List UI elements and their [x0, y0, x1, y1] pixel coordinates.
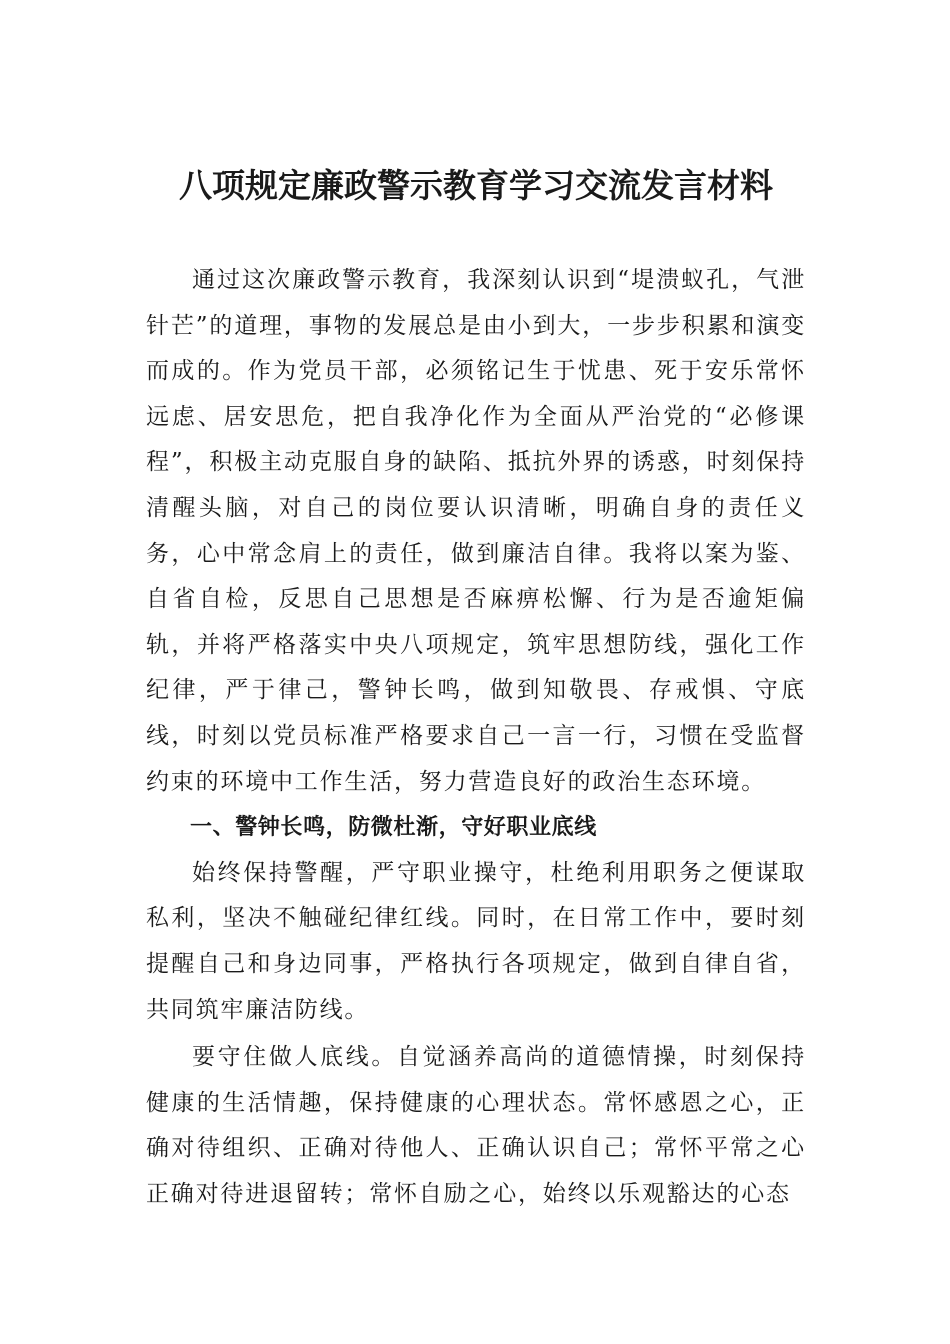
intro-paragraph: 通过这次廉政警示教育，我深刻认识到“堤溃蚁孔，气泄针芒”的道理，事物的发展总是由小到大，一步步积累和演变而成的。作为党员干部，必须铭记生于忧患、死于安乐常怀远虑、居安思危，把自我净化作为全面从严治党的“必修课程”，积极主动克服自身的缺陷、抵抗外界的诱惑，时刻保持清醒头脑，对自己的岗位要认识清晰，明确自身的责任义务，心中常念肩上的责任，做到廉洁自律。我将以案为鉴、自省自检，反思自己思想是否麻痹松懈、行为是否逾矩偏轨，并将严格落实中央八项规定，筑牢思想防线，强化工作纪律，严于律己，警钟长鸣，做到知敬畏、存戒惧、守底线，时刻以党员标准严格要求自己一言一行，习惯在受监督约束的环境中工作生活，努力营造良好的政治生态环境。 — [146, 267, 806, 795]
body-paragraph: 要守住做人底线。自觉涵养高尚的道德情操，时刻保持健康的生活情趣，保持健康的心理状态。常怀感恩之心，正确对待组织、正确对待他人、正确认识自己；常怀平常之心正确对待进退留转；常怀自励之心，始终以乐观豁达的心态 — [146, 1044, 806, 1207]
document-page — [146, 0, 806, 1344]
document-title: 八项规定廉政警示教育学习交流发言材料 — [179, 166, 773, 205]
body-paragraph: 始终保持警醒，严守职业操守，杜绝利用职务之便谋取私利，坚决不触碰纪律红线。同时，在日常工作中，要时刻提醒自己和身边同事，严格执行各项规定，做到自律自省，共同筑牢廉洁防线。 — [146, 859, 806, 1023]
document-body — [146, 258, 806, 1217]
section-heading: 一、警钟长鸣，防微杜渐，守好职业底线 — [190, 815, 597, 841]
